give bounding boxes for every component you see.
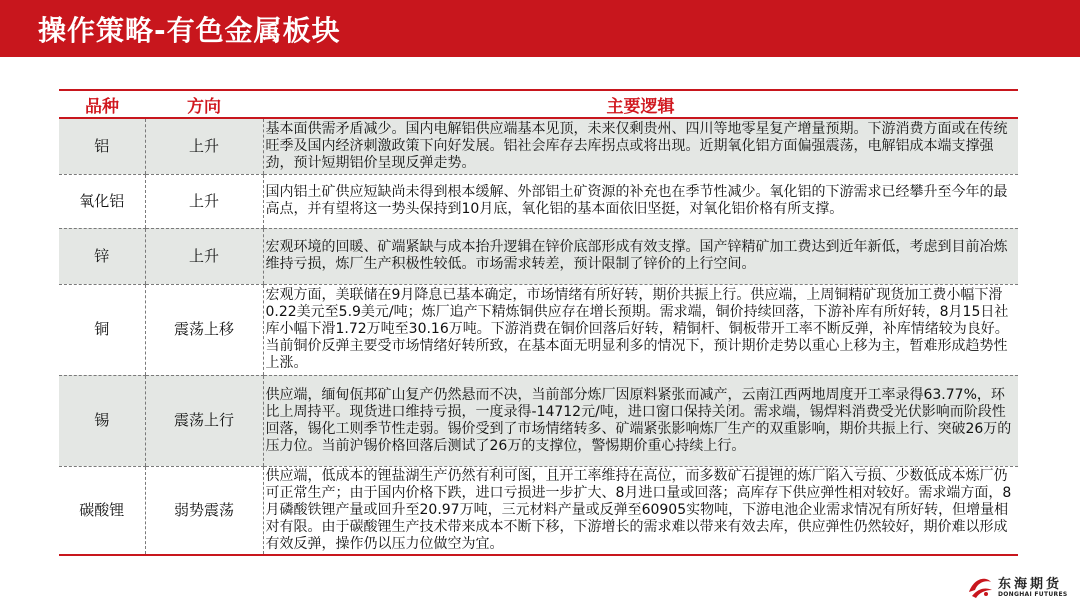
- logo-mark-icon: [966, 574, 994, 600]
- logo-text-cn: 东海期货: [998, 577, 1063, 592]
- table-row: [59, 228, 1018, 284]
- variety-cell: 锌: [59, 228, 145, 284]
- logic-cell: 国内铝土矿供应短缺尚未得到根本缓解、外部铝土矿资源的补充也在季节性减少。氧化铝的下游需求已经攀升至今年的最高点，并有望将这一势头保持到10月底，氧化铝的基本面依旧坚挺，对氧化铝价格有所支撑。: [263, 174, 1018, 228]
- direction-cell: 震荡上行: [145, 375, 263, 466]
- logic-cell: 供应端，低成本的锂盐湖生产仍然有利可图，且开工率维持在高位，而多数矿石提锂的炼厂陷入亏损、少数低成本炼厂仍可正常生产；由于国内价格下跌，进口亏损进一步扩大、8月进口量或回落；高库存下供应弹性相对较好。需求端方面，8月磷酸铁锂产量或回升至20.97万吨，三元材料产量或反弹至60905实物吨，下游电池企业需求情况有所好转，但增量相对有限。由于碳酸锂生产技术带来成本不断下移，下游增长的需求难以带来有效去库，供应弹性仍然较好，期价难以形成有效反弹，操作仍以压力位做空为宜。: [263, 466, 1018, 555]
- company-logo: [966, 572, 1072, 602]
- variety-cell: 铝: [59, 118, 145, 174]
- direction-cell: 震荡上移: [145, 284, 263, 375]
- direction-cell: 上升: [145, 118, 263, 174]
- logic-cell: 宏观环境的回暖、矿端紧缺与成本抬升逻辑在锌价底部形成有效支撑。国产锌精矿加工费达到近年新低，考虑到目前冶炼维持亏损，炼厂生产积极性较低。市场需求转差，预计限制了锌价的上行空间。: [263, 228, 1018, 284]
- variety-cell: 锡: [59, 375, 145, 466]
- variety-cell: 铜: [59, 284, 145, 375]
- column-header-direction: 方向: [145, 90, 263, 118]
- logic-cell: 基本面供需矛盾减少。国内电解铝供应端基本见顶，未来仅剩贵州、四川等地零星复产增量预期。下游消费方面或在传统旺季及国内经济刺激政策下向好发展。铝社会库存去库拐点或将出现。近期氧化铝方面偏强震荡，电解铝成本端支撑强劲，预计短期铝价呈现反弹走势。: [263, 118, 1018, 174]
- direction-cell: 上升: [145, 174, 263, 228]
- page-title: 操作策略-有色金属板块: [38, 14, 341, 47]
- variety-cell: 碳酸锂: [59, 466, 145, 555]
- table-row: [59, 174, 1018, 228]
- column-header-variety: 品种: [59, 90, 145, 118]
- column-header-logic: 主要逻辑: [263, 90, 1018, 118]
- logo-text-en: DONGHAI FUTURES: [998, 591, 1068, 598]
- direction-cell: 弱势震荡: [145, 466, 263, 555]
- table-row: [59, 118, 1018, 174]
- table-row: [59, 466, 1018, 555]
- table-row: [59, 375, 1018, 466]
- logic-cell: 宏观方面，美联储在9月降息已基本确定，市场情绪有所好转，期价共振上行。供应端，上周铜精矿现货加工费小幅下滑0.22美元至5.9美元/吨；炼厂追产下精炼铜供应存在增长预期。需求端，铜价持续回落，下游补库有所好转，8月15日社库小幅下滑1.72万吨至30.16万吨。下游消费在铜价回落后好转，精铜杆、铜板带开工率不断反弹，补库情绪较为良好。当前铜价反弹主要受市场情绪好转所致，在基本面无明显利多的情况下，预计期价走势以重心上移为主，暂难形成趋势性上涨。: [263, 284, 1018, 375]
- table-header-row: [59, 90, 1018, 118]
- title-bar: [0, 0, 1080, 57]
- variety-cell: 氧化铝: [59, 174, 145, 228]
- table-row: [59, 284, 1018, 375]
- logic-cell: 供应端，缅甸佤邦矿山复产仍然悬而不决，当前部分炼厂因原料紧张而减产，云南江西两地周度开工率录得63.77%，环比上周持平。现货进口维持亏损，一度录得-14712元/吨，进口窗口保持关闭。需求端，锡焊料消费受光伏影响而阶段性回落，锡化工则季节性走弱。锡价受到了市场情绪转多、矿端紧张影响炼厂生产的双重影响，期价共振上行、突破26万的压力位。当前沪锡价格回落后测试了26万的支撑位，警惕期价重心持续上行。: [263, 375, 1018, 466]
- strategy-table: [59, 89, 1018, 556]
- direction-cell: 上升: [145, 228, 263, 284]
